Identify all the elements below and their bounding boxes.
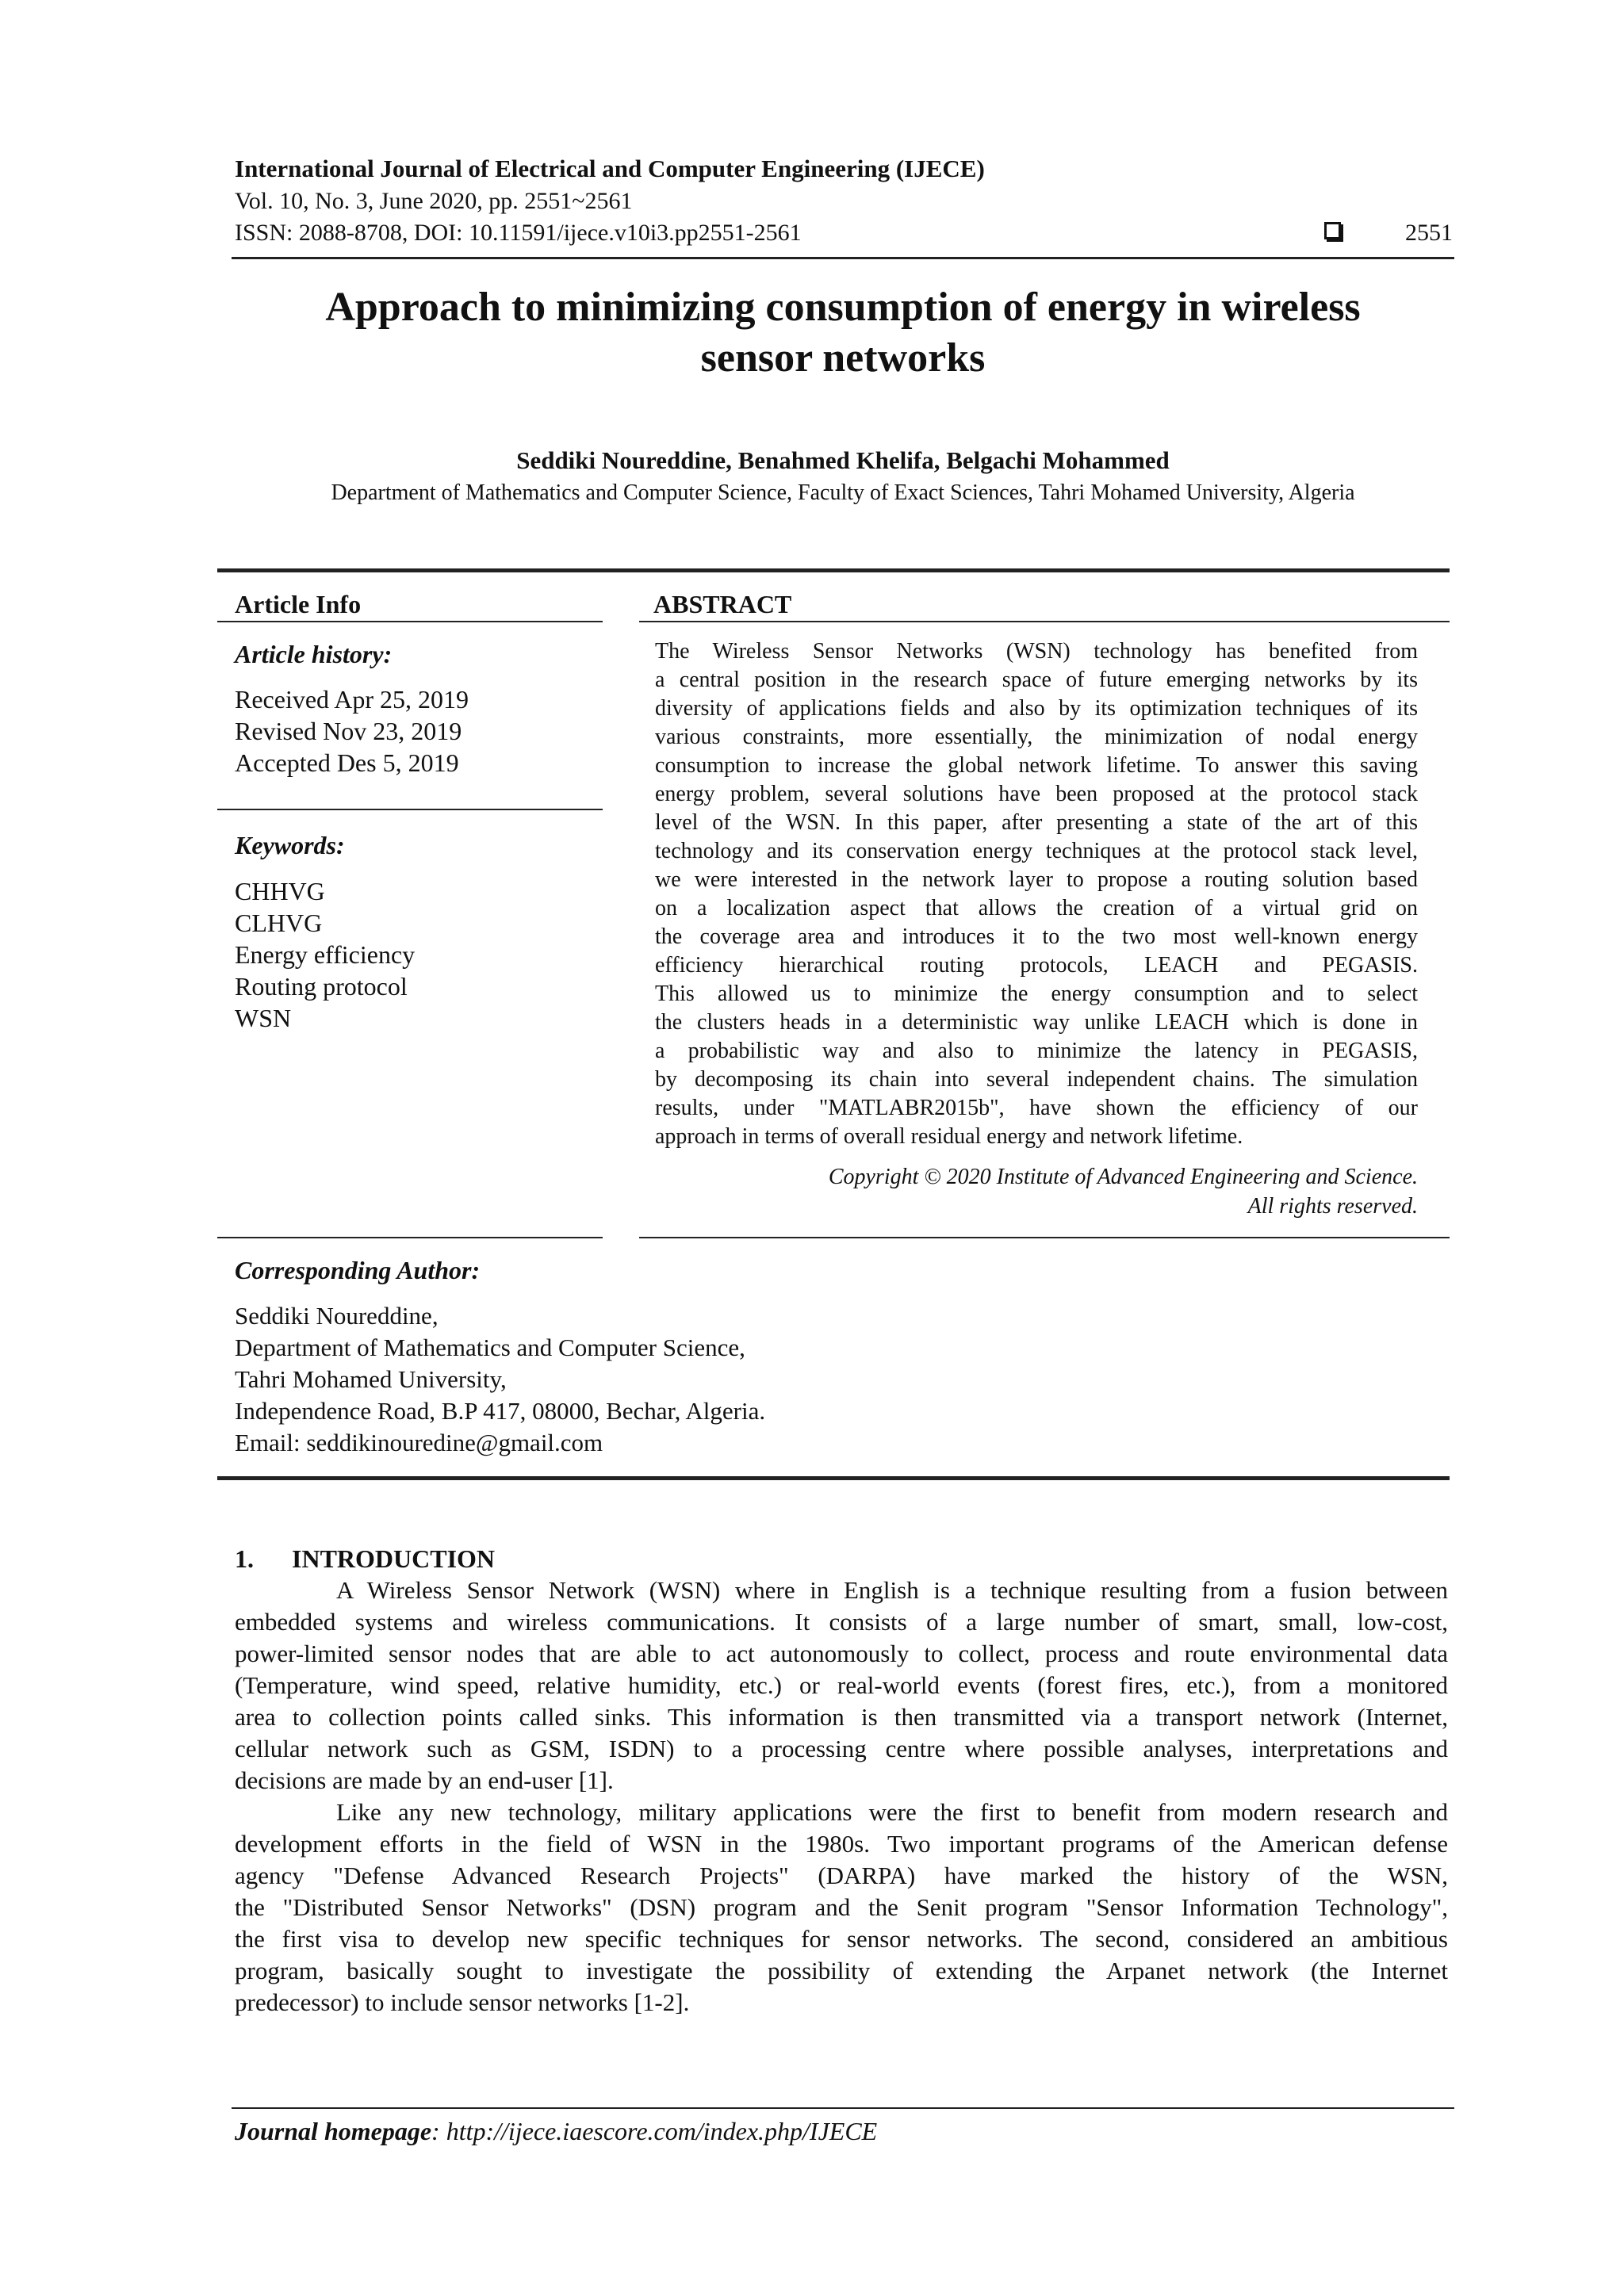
keyword: Routing protocol <box>235 972 408 1001</box>
abstract-line: the coverage area and introduces it to the two most well-known energy <box>655 924 1418 949</box>
intro-line: area to collection points called sinks. This information is then transmitted via a transport network (Internet, <box>235 1703 1448 1731</box>
abstract-line: by decomposing its chain into several independent chains. The simulation <box>655 1067 1418 1092</box>
intro-paragraph-1 <box>235 1575 1448 1797</box>
intro-line: (Temperature, wind speed, relative humidity, etc.) or real-world events (forest fires, etc.), from a monitored <box>235 1671 1448 1699</box>
intro-line: embedded systems and wireless communications. It consists of a large number of smart, small, low-cost, <box>235 1608 1448 1636</box>
corresponding-email: Email: seddikinouredine@gmail.com <box>235 1429 603 1456</box>
abstract-body <box>655 637 1418 1151</box>
article-history <box>235 683 469 779</box>
corresponding-heading: Corresponding Author: <box>235 1256 481 1284</box>
abstract-heading: ABSTRACT <box>653 590 792 618</box>
copyright-line: Copyright © 2020 Institute of Advanced Engineering and Science. <box>828 1165 1418 1189</box>
intro-line: agency "Defense Advanced Research Projects" (DARPA) have marked the history of the WSN, <box>235 1862 1448 1889</box>
corresponding-name: Seddiki Noureddine, <box>235 1302 439 1330</box>
intro-line: A Wireless Sensor Network (WSN) where in English is a technique resulting from a fusion between <box>336 1576 1448 1604</box>
keyword: WSN <box>235 1004 292 1032</box>
corresponding-dept: Department of Mathematics and Computer Science, <box>235 1334 745 1361</box>
journal-name: International Journal of Electrical and Computer Engineering (IJECE) <box>235 155 985 182</box>
article-history-heading: Article history: <box>235 640 393 668</box>
abstract-line: we were interested in the network layer to propose a routing solution based <box>655 867 1418 892</box>
revised-date: Revised Nov 23, 2019 <box>235 717 462 745</box>
intro-line: predecessor) to include sensor networks [1-2]. <box>235 1988 690 2016</box>
page-number: 2551 <box>1405 220 1453 246</box>
abstract-line: diversity of applications fields and also by its optimization techniques of its <box>655 696 1418 721</box>
intro-line: cellular network such as GSM, ISDN) to a processing centre where possible analyses, interpretations and <box>235 1735 1448 1762</box>
article-history-rule <box>217 809 603 810</box>
intro-line: decisions are made by an end-user [1]. <box>235 1766 614 1794</box>
journal-issn: ISSN: 2088-8708, DOI: 10.11591/ijece.v10i3.pp2551-2561 <box>235 220 802 246</box>
intro-line: development efforts in the field of WSN in the 1980s. Two important programs of the American defense <box>235 1830 1448 1858</box>
paper-title-line1: Approach to minimizing consumption of energy in wireless <box>325 285 1361 330</box>
journal-volume: Vol. 10, No. 3, June 2020, pp. 2551~2561 <box>235 188 633 214</box>
keywords-list <box>235 875 415 1034</box>
abstract-rule <box>639 621 1450 622</box>
abstract-line: consumption to increase the global network lifetime. To answer this saving <box>655 753 1418 778</box>
abstract-line: This allowed us to minimize the energy consumption and to select <box>655 982 1418 1006</box>
homepage-url[interactable]: : http://ijece.iaescore.com/index.php/IJECE <box>431 2117 878 2145</box>
abstract-line: technology and its conservation energy techniques at the protocol stack level, <box>655 839 1418 863</box>
corresponding-road: Independence Road, B.P 417, 08000, Bechar, Algeria. <box>235 1397 766 1425</box>
accepted-date: Accepted Des 5, 2019 <box>235 748 459 777</box>
corresponding-university: Tahri Mohamed University, <box>235 1365 507 1393</box>
abstract-line: the clusters heads in a deterministic way unlike LEACH which is done in <box>655 1010 1418 1035</box>
keyword: CHHVG <box>235 877 325 905</box>
abstract-line: The Wireless Sensor Networks (WSN) technology has benefited from <box>655 639 1418 664</box>
article-info-heading: Article Info <box>235 590 362 618</box>
authors: Seddiki Noureddine, Benahmed Khelifa, Belgachi Mohammed <box>516 446 1170 474</box>
abstract-line: a probabilistic way and also to minimize the latency in PEGASIS, <box>655 1039 1418 1063</box>
intro-number: 1. <box>235 1544 254 1573</box>
intro-paragraph-2 <box>235 1797 1448 2019</box>
page-box-icon <box>1324 222 1341 239</box>
keyword: CLHVG <box>235 909 323 937</box>
copyright-notice <box>655 1162 1418 1221</box>
keyword: Energy efficiency <box>235 940 416 969</box>
keywords-heading: Keywords: <box>235 831 345 859</box>
abstract-line: level of the WSN. In this paper, after presenting a state of the art of this <box>655 810 1418 835</box>
intro-heading: INTRODUCTION <box>292 1544 496 1573</box>
abstract-line: various constraints, more essentially, the minimization of nodal energy <box>655 725 1418 749</box>
header-rule <box>232 257 1454 259</box>
section-rule-bottom <box>217 1476 1450 1480</box>
article-info-rule <box>217 621 603 622</box>
received-date: Received Apr 25, 2019 <box>235 685 469 714</box>
intro-line: program, basically sought to investigate the possibility of extending the Arpanet network (the Internet <box>235 1957 1448 1984</box>
abstract-line: approach in terms of overall residual energy and network lifetime. <box>655 1124 1243 1149</box>
journal-homepage <box>235 2115 877 2147</box>
paper-title-line2: sensor networks <box>700 335 986 381</box>
footer-rule <box>232 2107 1454 2109</box>
abstract-line: energy problem, several solutions have been proposed at the protocol stack <box>655 782 1418 806</box>
abstract-bottom-rule <box>639 1237 1450 1238</box>
abstract-line: a central position in the research space of future emerging networks by its <box>655 668 1418 692</box>
homepage-label: Journal homepage <box>235 2117 432 2145</box>
intro-line: the first visa to develop new specific techniques for sensor networks. The second, considered an ambitious <box>235 1925 1448 1953</box>
article-info-bottom-rule <box>217 1237 603 1238</box>
abstract-line: efficiency hierarchical routing protocols, LEACH and PEGASIS. <box>655 953 1418 978</box>
abstract-line: results, under "MATLABR2015b", have shown the efficiency of our <box>655 1096 1418 1120</box>
section-rule-top <box>217 568 1450 572</box>
intro-line: the "Distributed Sensor Networks" (DSN) program and the Senit program "Sensor Information Technology", <box>235 1893 1448 1921</box>
paper-title <box>232 282 1454 384</box>
corresponding-address <box>235 1300 765 1459</box>
abstract-line: on a localization aspect that allows the creation of a virtual grid on <box>655 896 1418 920</box>
affiliation: Department of Mathematics and Computer Science, Faculty of Exact Sciences, Tahri Mohamed University, Algeria <box>331 480 1355 505</box>
intro-line: Like any new technology, military applications were the first to benefit from modern research and <box>336 1798 1448 1826</box>
intro-line: power-limited sensor nodes that are able to act autonomously to collect, process and route environmental data <box>235 1640 1448 1667</box>
rights-line: All rights reserved. <box>1247 1194 1418 1219</box>
